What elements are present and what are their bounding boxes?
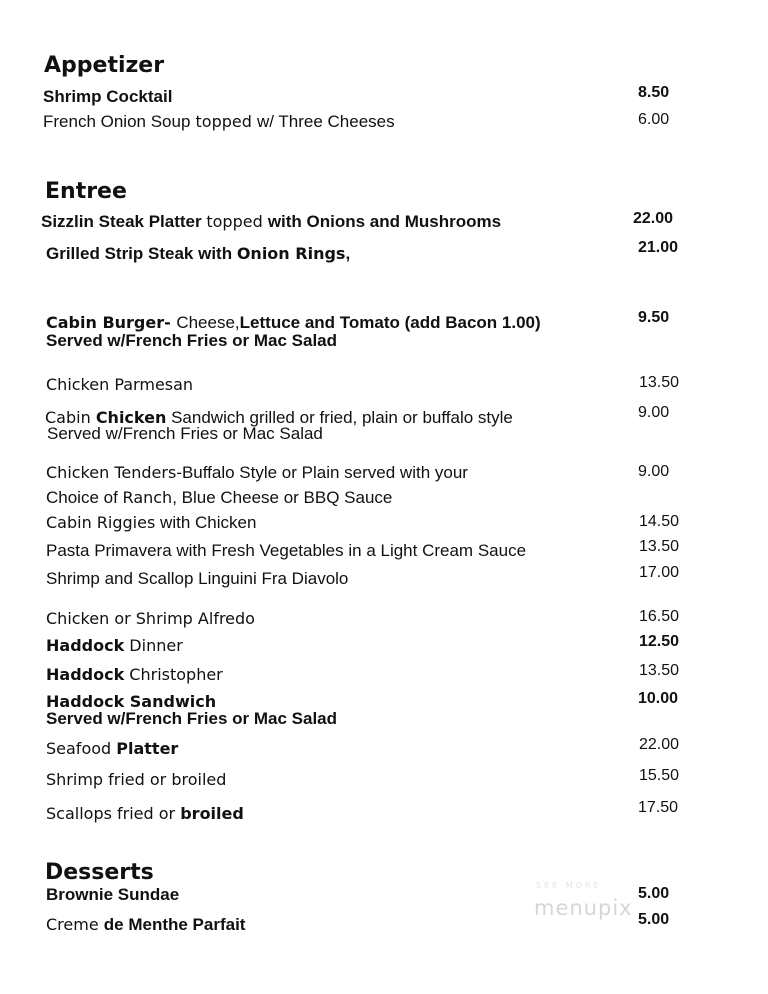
item-name: Haddock <box>46 665 125 684</box>
item-name: Cabin Riggies <box>46 513 156 532</box>
item-rest: with Chicken <box>155 513 257 532</box>
price-scallops-fried-broiled: 17.50 <box>638 799 679 816</box>
menu-item-cabin-burger-line2: Served w/French Fries or Mac Salad <box>46 331 338 350</box>
menu-item-scallops-fried-broiled <box>46 806 244 822</box>
section-heading-desserts: Desserts <box>45 860 154 885</box>
price-brownie-sundae: 5.00 <box>638 885 670 902</box>
menu-item-haddock-sandwich: Haddock Sandwich <box>46 692 217 711</box>
item-name: Sizzlin Steak Platter <box>41 212 207 231</box>
price-chicken-shrimp-alfredo: 16.50 <box>639 608 680 625</box>
item-rest: de Menthe Parfait <box>103 915 246 934</box>
price-cabin-chicken-sandwich: 9.00 <box>638 404 670 421</box>
section-heading-entree: Entree <box>45 179 127 204</box>
item-rest: Platter <box>116 739 179 758</box>
menu-item-haddock-sandwich-line2: Served w/French Fries or Mac Salad <box>46 709 338 728</box>
item-rest: broiled <box>180 804 244 823</box>
section-heading-appetizer: Appetizer <box>44 53 165 78</box>
item-name: Chicken <box>95 408 167 427</box>
price-creme-de-menthe: 5.00 <box>638 911 670 928</box>
item-rest: Lettuce and Tomato (add Bacon 1.00) <box>239 313 541 332</box>
item-name: Scallops fried or <box>46 804 181 823</box>
item-name: Cabin Burger- <box>46 313 177 332</box>
price-grilled-strip-steak: 21.00 <box>638 239 679 256</box>
price-haddock-sandwich: 10.00 <box>638 690 679 707</box>
menu-item-chicken-shrimp-alfredo: Chicken or Shrimp Alfredo <box>46 609 255 628</box>
item-tail: , <box>345 244 351 263</box>
menu-item-sizzlin-steak <box>41 213 501 230</box>
menu-item-french-onion-soup <box>43 113 395 130</box>
price-haddock-christopher: 13.50 <box>639 662 680 679</box>
price-sizzlin-steak: 22.00 <box>633 210 674 227</box>
item-name: Grilled Strip Steak with <box>46 244 237 263</box>
price-chicken-tenders: 9.00 <box>638 463 670 480</box>
price-cabin-burger: 9.50 <box>638 309 670 326</box>
menupix-watermark: menupix <box>534 896 633 920</box>
menu-item-grilled-strip-steak <box>46 245 350 262</box>
item-name: Chicken Tenders <box>46 463 177 482</box>
price-french-onion-soup: 6.00 <box>638 111 670 128</box>
menu-item-pasta-primavera: Pasta Primavera with Fresh Vegetables in a Light Cream Sauce <box>46 541 527 560</box>
menu-item-brownie-sundae: Brownie Sundae <box>46 885 180 904</box>
menu-item-shrimp-fried-broiled: Shrimp fried or broiled <box>46 770 227 789</box>
item-mid: topped <box>190 112 257 131</box>
price-haddock-dinner: 12.50 <box>639 633 680 650</box>
item-mid: topped <box>206 212 268 231</box>
item-name: Seafood <box>46 739 117 758</box>
price-seafood-platter: 22.00 <box>639 736 680 753</box>
price-shrimp-cocktail: 8.50 <box>638 84 670 101</box>
item-rest: Christopher <box>124 665 223 684</box>
menu-item-haddock-christopher <box>46 667 223 683</box>
menu-item-shrimp-scallop-linguini: Shrimp and Scallop Linguini Fra Diavolo <box>46 569 349 588</box>
menu-item-shrimp-cocktail: Shrimp Cocktail <box>43 87 173 106</box>
menu-item-creme-de-menthe <box>46 916 245 933</box>
menu-item-haddock-dinner <box>46 638 183 654</box>
menu-item-seafood-platter <box>46 741 178 757</box>
item-name: Ranch <box>122 488 173 507</box>
item-pre: Choice of <box>46 488 123 507</box>
item-rest: Sandwich grilled or fried, plain or buffalo style <box>166 408 513 427</box>
item-pre: Cabin <box>45 408 96 427</box>
menu-item-chicken-parmesan: Chicken Parmesan <box>46 375 194 394</box>
item-mid: Cheese, <box>176 313 240 332</box>
menu-item-cabin-burger <box>46 314 541 331</box>
price-shrimp-scallop-linguini: 17.00 <box>639 564 680 581</box>
item-rest: with Onions and Mushrooms <box>267 212 502 231</box>
menu-item-cabin-riggies <box>46 514 256 531</box>
price-shrimp-fried-broiled: 15.50 <box>639 767 680 784</box>
item-rest: Onion Rings <box>236 244 346 263</box>
item-rest: , Blue Cheese or BBQ Sauce <box>172 488 393 507</box>
item-rest: w/ Three Cheeses <box>256 112 395 131</box>
watermark-caption: SEE MORE <box>536 881 602 890</box>
menu-item-chicken-tenders-line2 <box>46 489 392 506</box>
item-name: Creme <box>46 915 104 934</box>
price-cabin-riggies: 14.50 <box>639 513 680 530</box>
item-name: French Onion Soup <box>43 112 191 131</box>
item-rest: Dinner <box>124 636 183 655</box>
price-pasta-primavera: 13.50 <box>639 538 680 555</box>
menu-item-chicken-tenders <box>46 464 468 481</box>
item-name: Haddock <box>46 636 125 655</box>
item-rest: -Buffalo Style or Plain served with your <box>176 463 468 482</box>
menu-item-cabin-chicken-line2: Served w/French Fries or Mac Salad <box>47 424 323 443</box>
price-chicken-parmesan: 13.50 <box>639 374 680 391</box>
